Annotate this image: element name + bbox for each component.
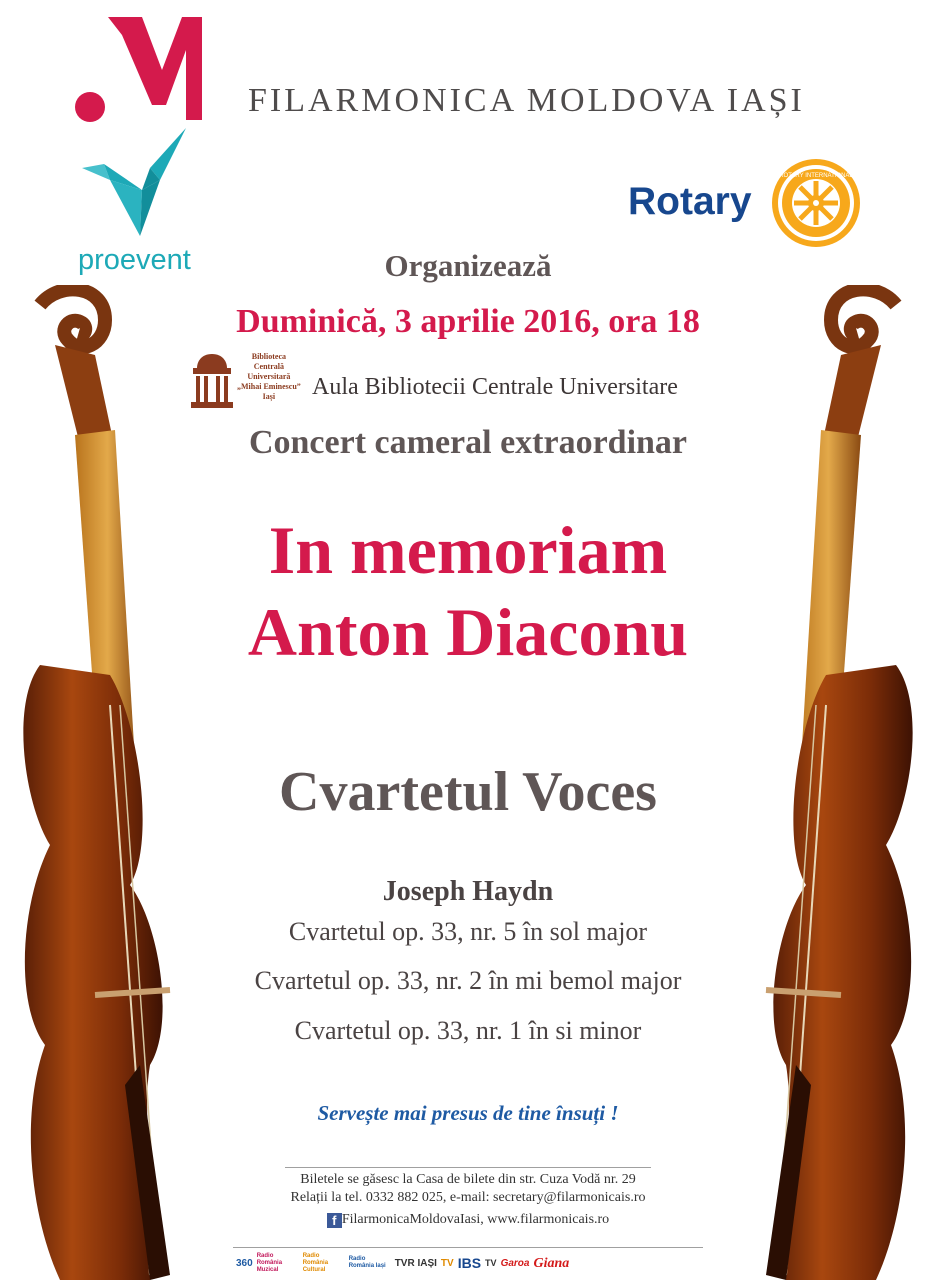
sponsor-logo: Giana [533, 1255, 570, 1271]
concert-type: Concert cameral extraordinar [248, 424, 688, 461]
footer-divider [285, 1167, 651, 1168]
rotary-wheel-icon [770, 157, 862, 249]
sponsor-logo: TV [440, 1257, 454, 1269]
sponsor-logo: Radio România Iași [348, 1256, 386, 1269]
program-work: Cvartetul op. 33, nr. 2 în mi bemol major [254, 966, 682, 995]
origami-bird-icon [82, 128, 192, 238]
web-text: FilarmonicaMoldovaIasi, www.filarmonicais.ro [341, 1212, 610, 1227]
sponsor-logo: IBS [457, 1254, 482, 1271]
concert-title-line1: In memoriam [268, 512, 668, 588]
program-work: Cvartetul op. 33, nr. 1 în si minor [294, 1016, 642, 1045]
web-info [0, 1212, 936, 1228]
sponsor-logo: TVR IAȘI [394, 1257, 437, 1269]
sponsor-logo: TV [485, 1257, 497, 1268]
proevent-logo-text: proevent [78, 244, 191, 276]
library-line: Universitară [247, 372, 291, 381]
ensemble-name: Cvartetul Voces [279, 761, 657, 823]
event-date: Duminică, 3 aprilie 2016, ora 18 [236, 303, 700, 340]
organization-title: FILARMONICA MOLDOVA IAȘI [248, 82, 805, 119]
sponsor-logo: 360 [236, 1257, 253, 1269]
m-logo-icon [74, 15, 204, 125]
library-line: „Mihai Eminescu” [237, 382, 301, 391]
tickets-info: Biletele se găsesc la Casa de bilete din str. Cuza Vodă nr. 29 [300, 1172, 636, 1187]
library-line: Biblioteca [251, 352, 286, 361]
program-work: Cvartetul op. 33, nr. 5 în sol major [288, 917, 648, 946]
organizes-label: Organizează [384, 248, 552, 283]
concert-title-line2: Anton Diaconu [247, 594, 689, 670]
library-line: Iași [262, 392, 276, 401]
library-line: Centrală [253, 362, 284, 371]
library-logo-text [237, 352, 301, 402]
venue: Aula Bibliotecii Centrale Universitare [312, 374, 678, 400]
sponsor-logo: Radio România Cultural [302, 1252, 329, 1273]
rotary-seal-text: ROTARY INTERNATIONAL [779, 173, 853, 179]
sponsor-logo: Garoa [500, 1257, 530, 1269]
contact-info: Relații la tel. 0332 882 025, e-mail: secretary@filarmonicais.ro [290, 1190, 646, 1205]
facebook-icon: f [327, 1213, 342, 1228]
sponsor-logo: Radio România Muzical [256, 1252, 283, 1273]
sponsor-logos [236, 1252, 702, 1274]
library-building-icon [191, 352, 233, 410]
composer-name: Joseph Haydn [382, 876, 554, 907]
sponsor-divider [233, 1247, 703, 1248]
motto: Servește mai presus de tine însuți ! [317, 1101, 619, 1125]
rotary-logo-text: Rotary [628, 180, 752, 223]
